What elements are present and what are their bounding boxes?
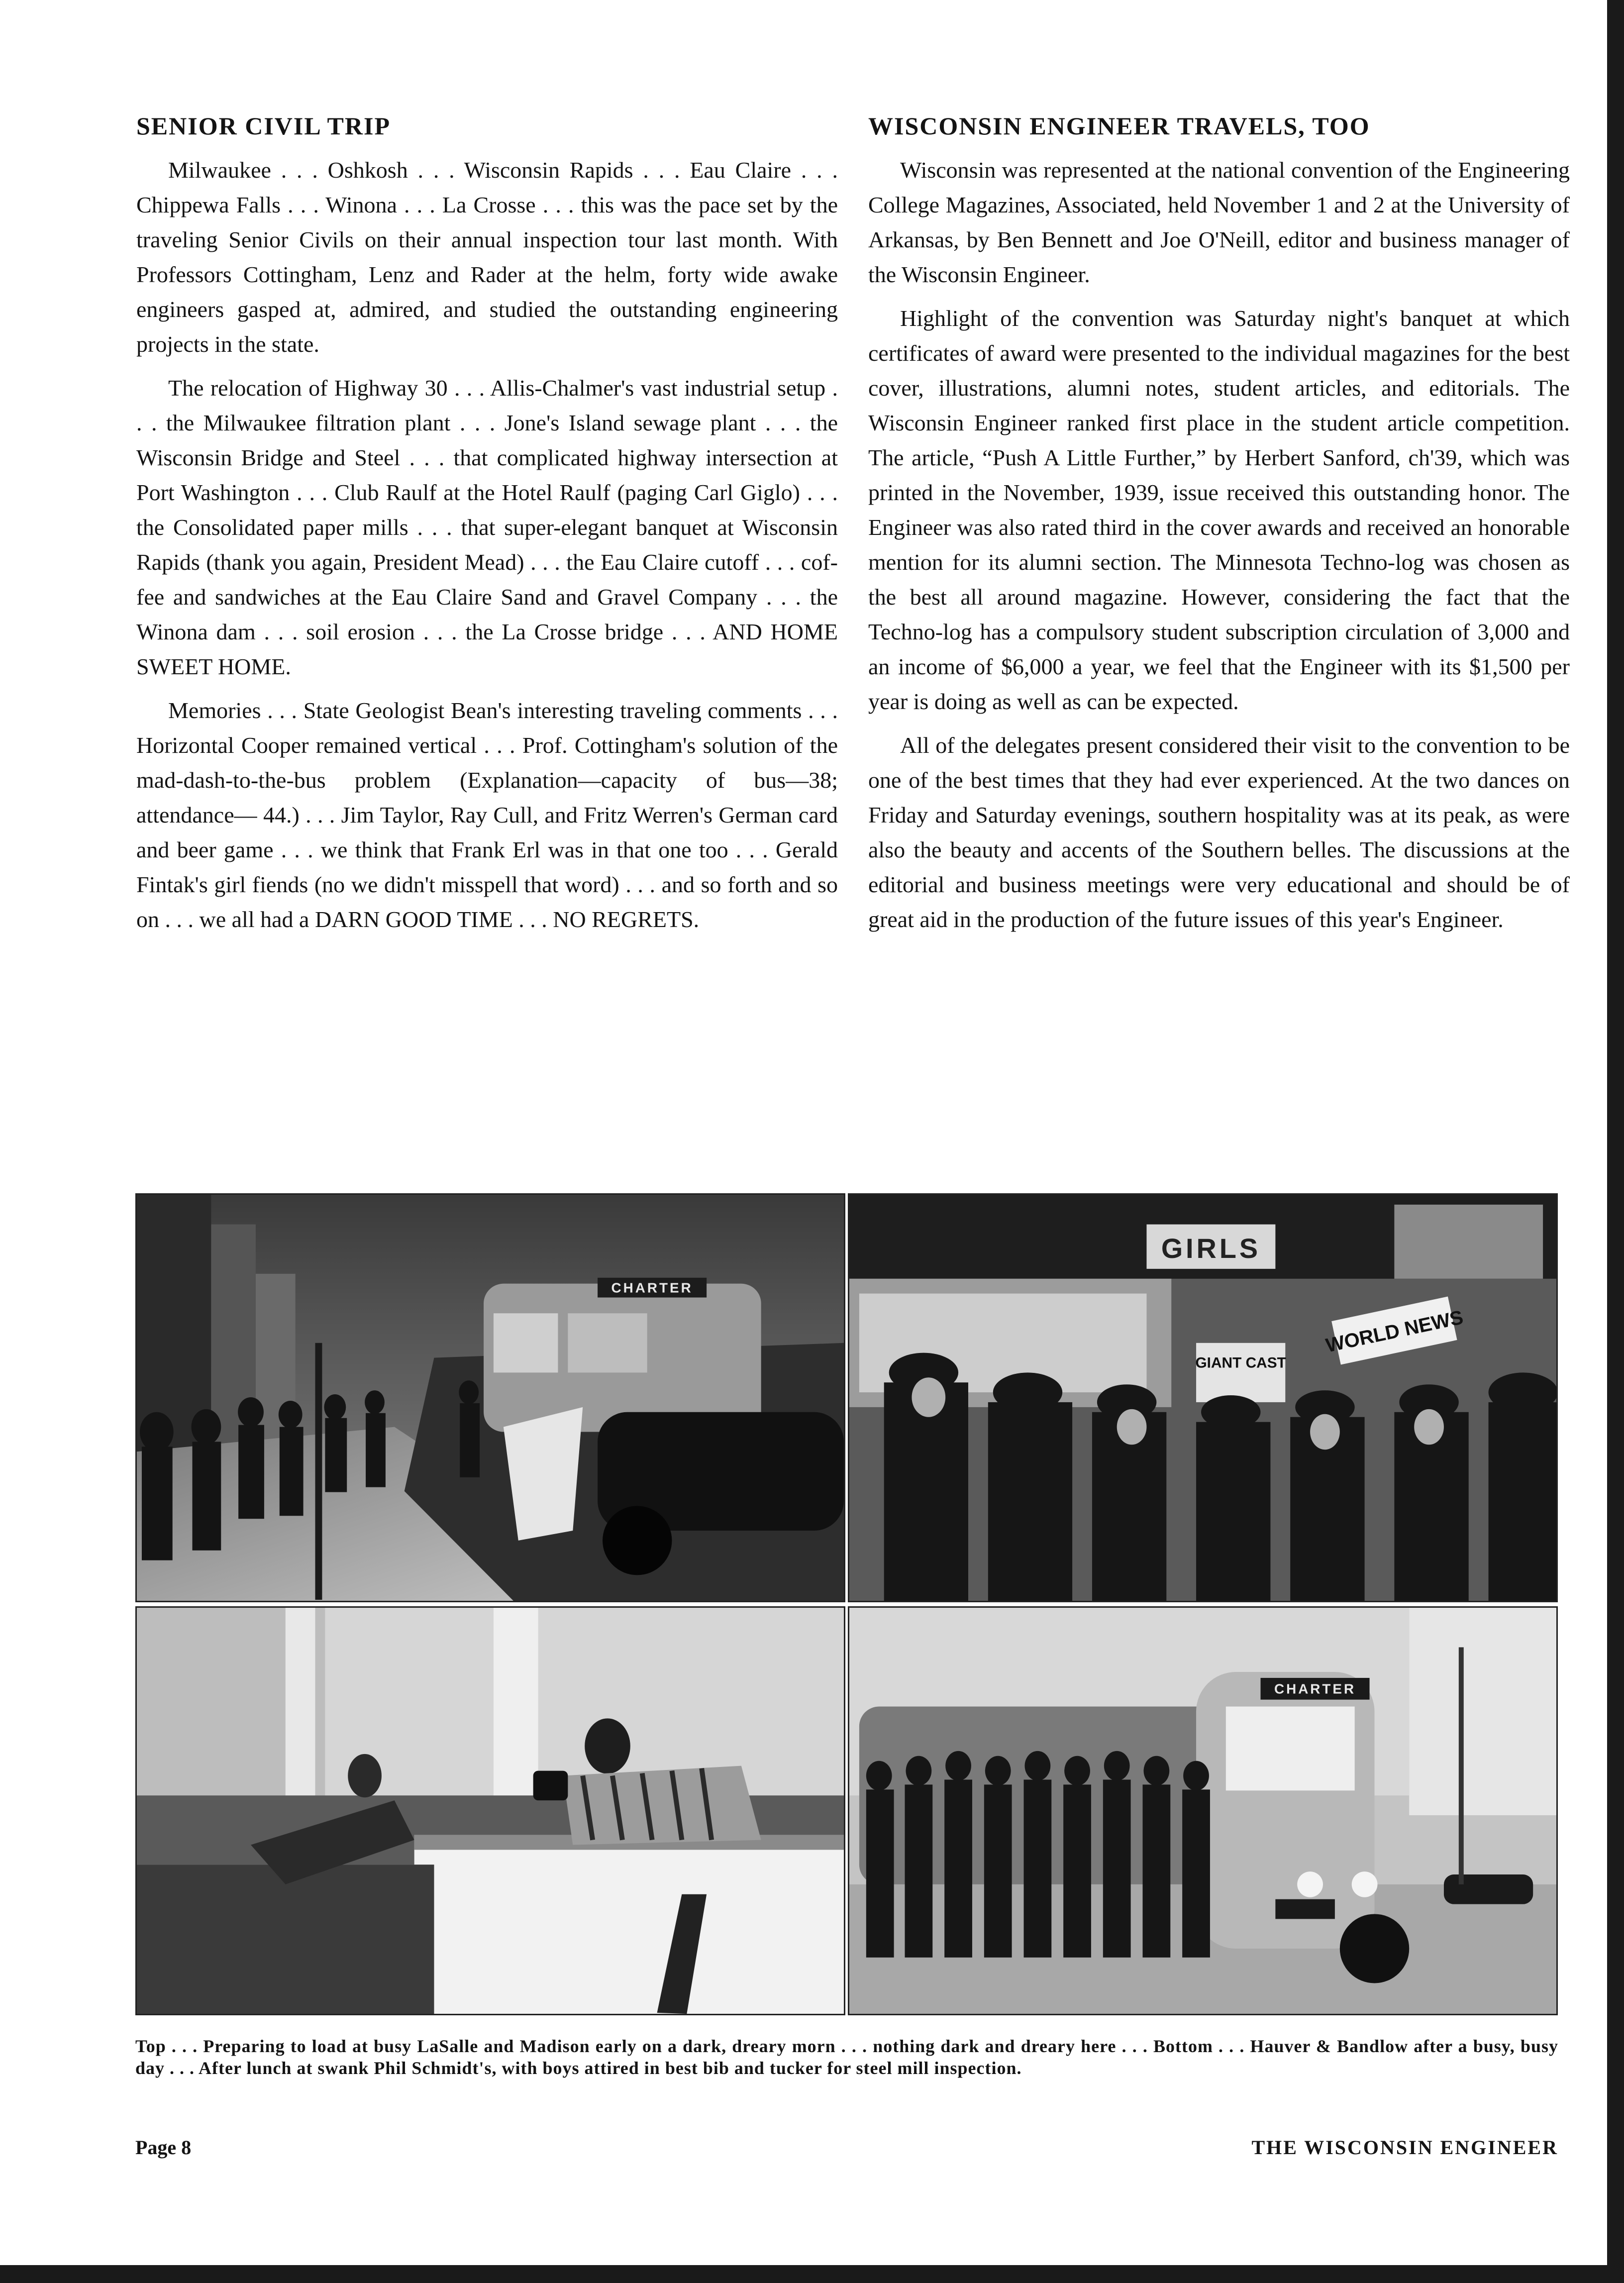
page-number: Page 8: [135, 2136, 192, 2159]
scan-edge-right: [1607, 0, 1624, 2283]
bus-destination-sign: CHARTER: [1274, 1681, 1356, 1697]
marquee-sign: GIRLS: [1161, 1233, 1261, 1264]
article-paragraph: Wisconsin was represented at the national convention of the Engineering College Magazines, Associated, held November 1 and 2 at the University of Arkansas, by Ben Bennett and Joe O'Neill, editor and business manager of the Wisconsin Engineer.: [868, 157, 1570, 287]
photo-hotel-room: [135, 1606, 845, 2015]
article-paragraph: Memories . . . State Geologist Bean's interesting traveling comments . . . Horizontal Cooper remained vertical . . . Prof. Cottingham's solution of the mad-dash-to-the-bus problem (Explanation—capacity of bus—38; attendance— 44.) . . . Jim Taylor, Ray Cull, and Fritz Werren's German card and beer game . . . we think that Frank Erl was in that one too . . . Gerald Fintak's girl fiends (no we didn't misspell that word) . . . and so forth and so on . . . we all had a DARN GOOD TIME . . . NO REGRETS.: [136, 697, 838, 932]
publication-title: THE WISCONSIN ENGINEER: [1251, 2136, 1558, 2159]
article-paragraph: Highlight of the convention was Saturday night's banquet at which certificates of award were presented to the individual magazines for the best cover, illustrations, alumni notes, student articles, and editorials. The Wisconsin Engineer ranked first place in the student article competition. The article, “Push A Little Further,” by Herbert Sanford, ch'39, which was printed in the November, 1939, issue received this outstanding honor. The Engineer was also rated third in the cover awards and received an honorable mention for its alumni section. The Minnesota Techno-log was chosen as the best all around magazine. However, considering the fact that the Techno-log has a compulsory student subscription circulation of 3,000 and an income of $6,000 a year, we feel that the Engineer with its $1,500 per year is doing as well as can be expected.: [868, 305, 1570, 714]
senior-civil-trip-article: [136, 112, 838, 946]
newspaper-sign: WORLD NEWS: [1323, 1306, 1465, 1357]
photo-street-bus: [135, 1193, 845, 1602]
article-paragraph: Milwaukee . . . Oshkosh . . . Wisconsin Rapids . . . Eau Claire . . . Chippewa Falls . . . Winona . . . La Crosse . . . this was the pace set by the traveling Senior Civils on their annual inspection tour last month. With Professors Cottingham, Lenz and Rader at the helm, forty wide awake engineers gasped at, admired, and studied the outstanding engineering projects in the state.: [136, 157, 838, 357]
photo-group-bus: [848, 1606, 1558, 2015]
photo-convention-crowd: [848, 1193, 1558, 1602]
article-heading: SENIOR CIVIL TRIP: [136, 112, 391, 140]
bus-destination-sign: CHARTER: [611, 1280, 693, 1296]
wisconsin-engineer-travels-article: [868, 112, 1570, 946]
photo-caption: Top . . . Preparing to load at busy LaSalle and Madison early on a dark, dreary morn . . . nothing dark and dreary here . . . Bottom . . . Hauver & Bandlow after a busy, busy day . . . After lunch at swank Phil Schmidt's, with boys attired in best bib and tucker for steel mill inspection.: [135, 2036, 1558, 2078]
article-paragraph: All of the delegates present considered their visit to the convention to be one of the best times that they had ever experienced. At the two dances on Friday and Saturday evenings, southern hospitality was at its peak, as were also the beauty and accents of the Southern belles. The discussions at the editorial and business meetings were very educational and should be of great aid in the production of the future issues of this year's Engineer.: [868, 732, 1570, 932]
article-heading: WISCONSIN ENGINEER TRAVELS, TOO: [868, 112, 1370, 140]
poster-sign: GIANT CAST: [1195, 1354, 1286, 1371]
scan-edge-bottom: [0, 2265, 1624, 2283]
article-paragraph: The relocation of Highway 30 . . . Allis-Chalmer's vast industrial setup . . . the Milwaukee filtration plant . . . Jone's Island sewage plant . . . the Wisconsin Bridge and Steel . . . that complicated highway intersection at Port Washington . . . Club Raulf at the Hotel Raulf (paging Carl Giglo) . . . the Consolidated paper mills . . . that super-elegant banquet at Wisconsin Rapids (thank you again, President Mead) . . . the Eau Claire cutoff . . . coffee and sandwiches at the Eau Claire Sand and Gravel Company . . . the Winona dam . . . soil erosion . . . the La Crosse bridge . . . AND HOME SWEET HOME.: [136, 375, 838, 679]
